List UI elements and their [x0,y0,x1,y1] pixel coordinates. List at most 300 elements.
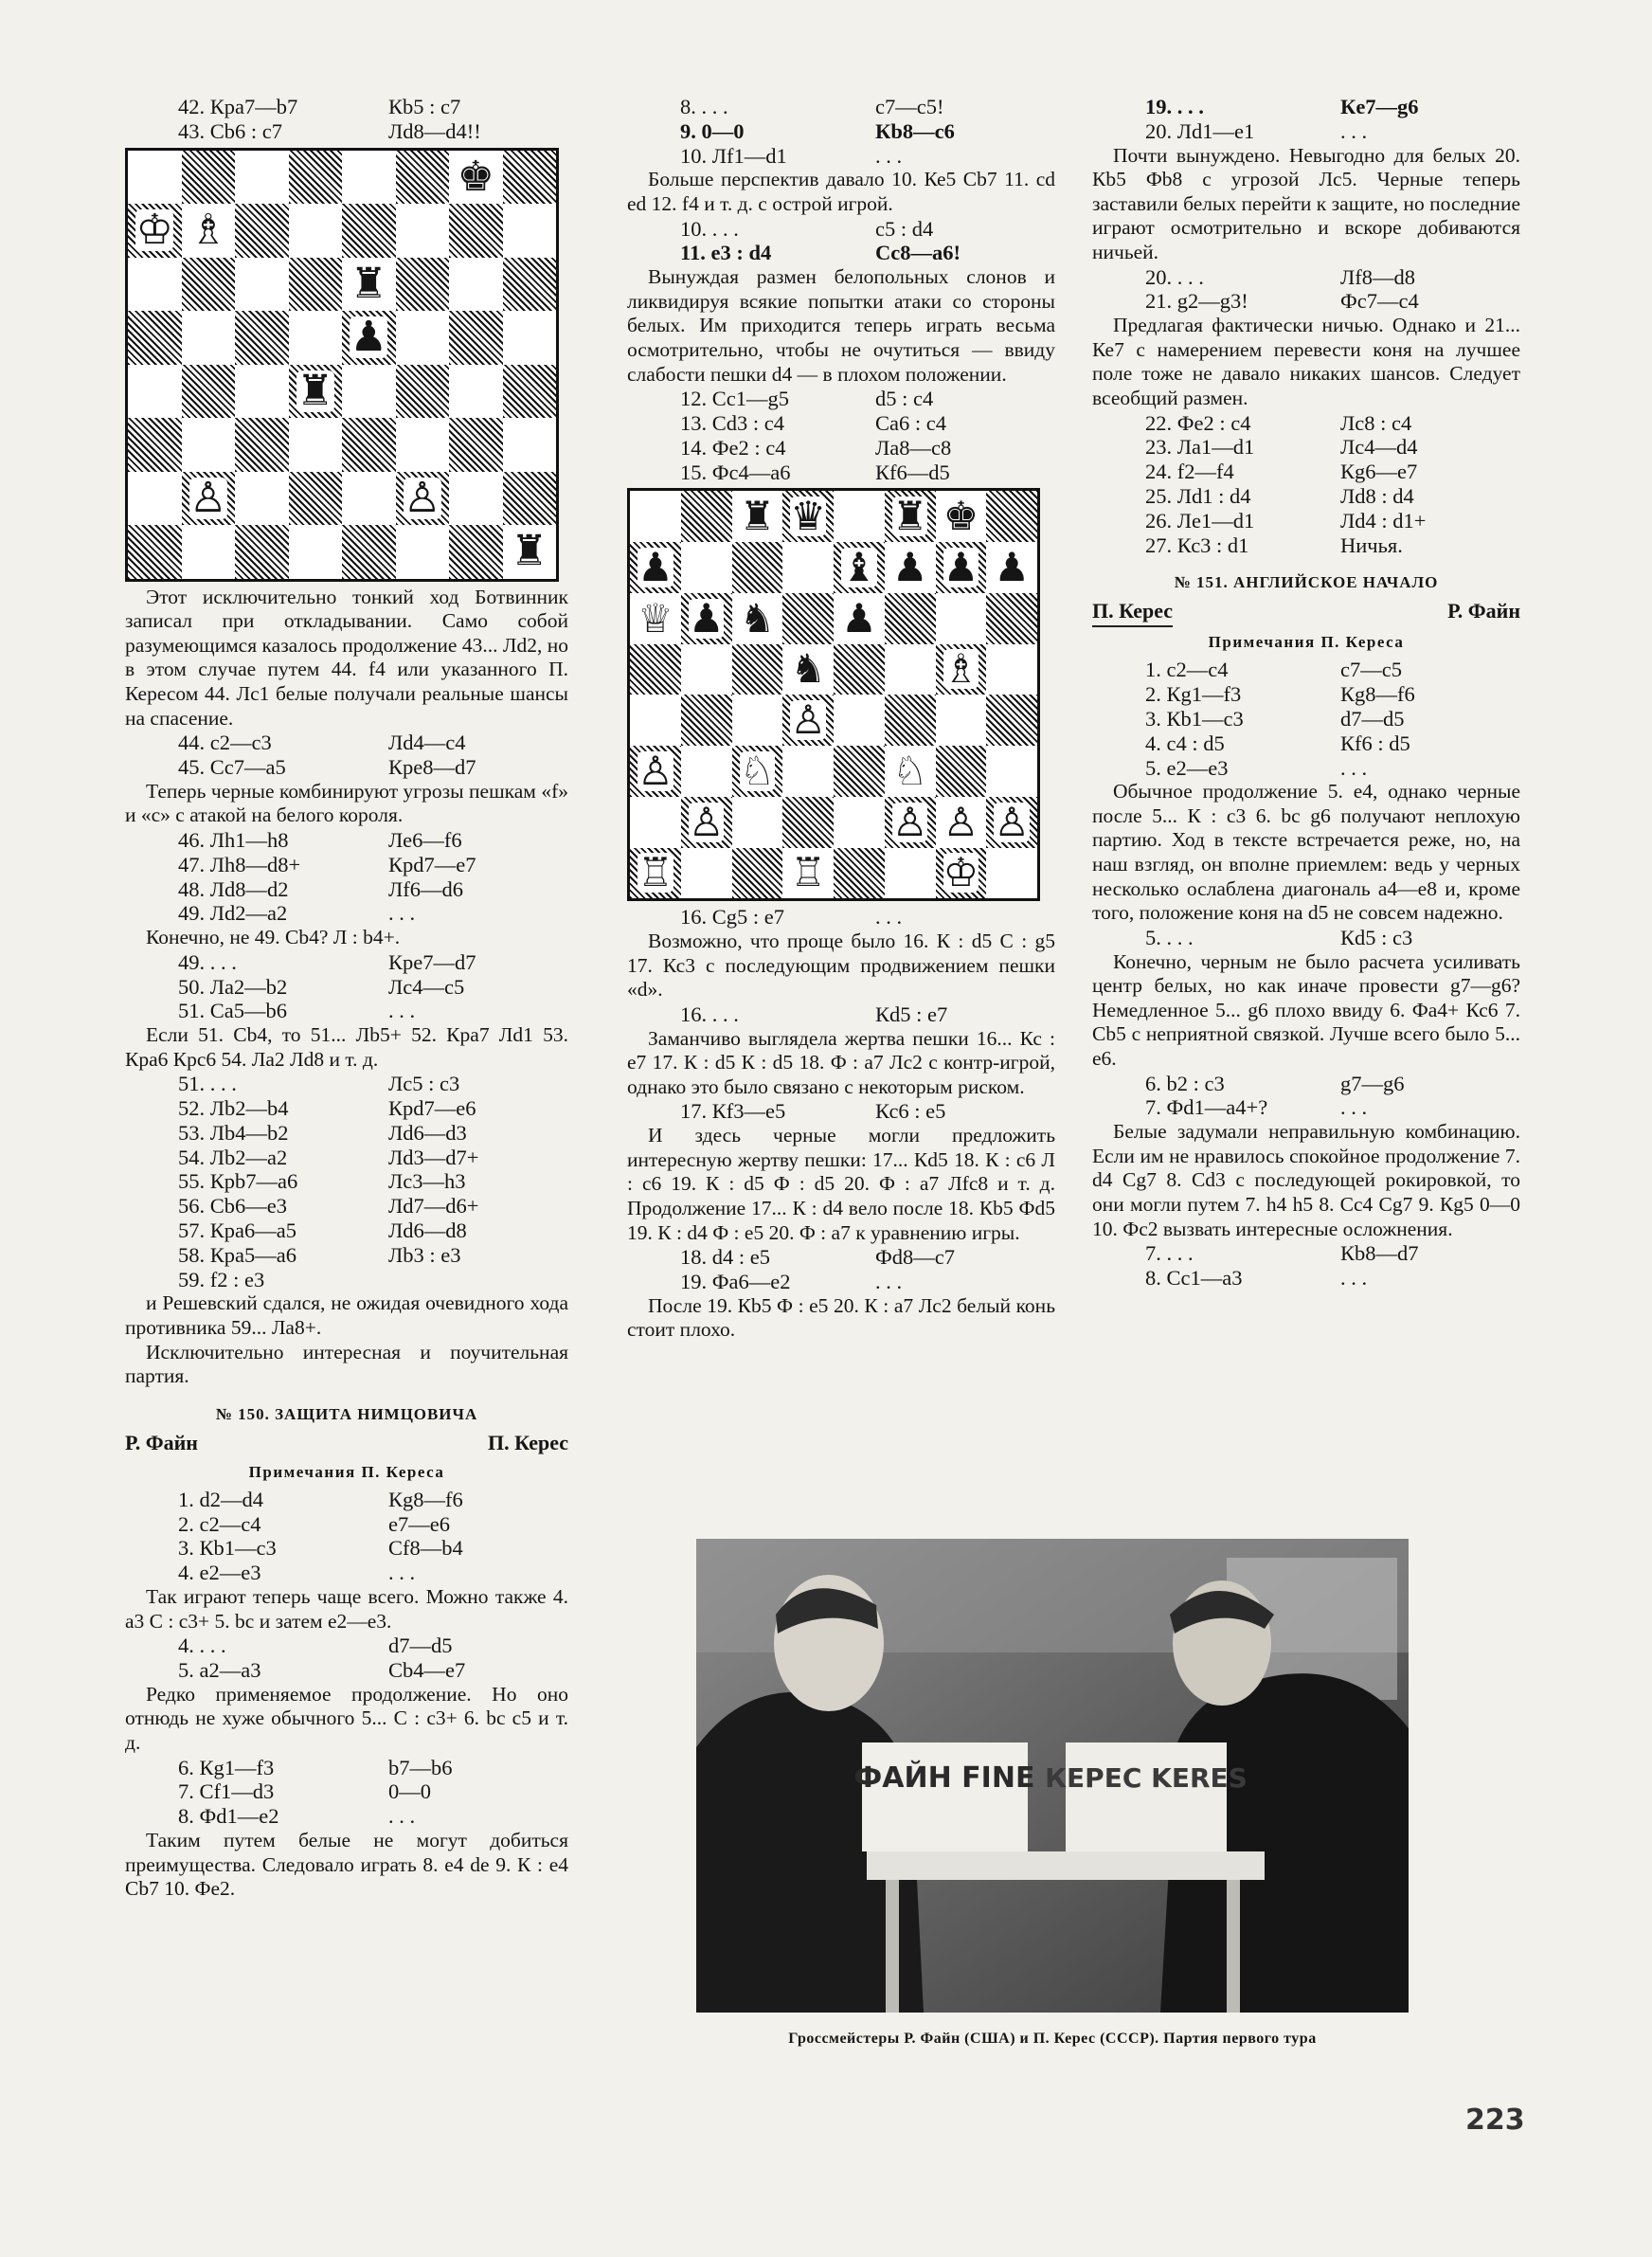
black-move: Лс4—d4 [1340,435,1418,460]
moves-block [1092,265,1520,315]
white-pawn-icon: ♙ [403,473,441,522]
black-move: . . . [388,1804,416,1829]
annotation: Таким путем белые не могут добиться преимущества. Следовало играть 8. e4 de 9. К : e4 Cb7 10. Фe2. [125,1828,568,1901]
board-square [834,848,885,899]
move-row [1092,411,1520,436]
annotation: Заманчиво выглядела жертва пешки 16... Кс : е7 17. К : d5 К : d5 18. Ф : a7 Лс2 с контр-игрой, однако это было связано с некоторым риском. [627,1026,1055,1098]
board-square [235,418,289,472]
moves-block [1092,411,1520,558]
annotation: Этот исключительно тонкий ход Ботвинник записал при откладывании. Само собой разумеющимся казалось продолжение 43... Лd2, но в этом случае путем 44. f4 или указанного П. Кересом 44. Лс1 белые получали реальные шансы на спасение. [125,585,568,730]
move-row [1092,460,1520,484]
black-move: . . . [875,1270,903,1294]
black-king-icon: ♚ [943,493,979,540]
board-square [681,644,732,695]
black-move: Лd6—d8 [388,1219,467,1243]
white-move: 16. . . . [680,1002,739,1026]
board-square [936,695,987,746]
move-row [125,1121,568,1146]
board-square [128,311,182,365]
white-move: 49. Лd2—a2 [178,901,288,926]
black-move: . . . [388,1561,416,1585]
move-row [125,877,568,902]
move-row [125,1561,568,1585]
photo-caption: Гроссмейстеры Р. Файн (США) и П. Керес (СССР). Партия первого тура [788,2031,1317,2047]
black-player: Р. Файн [1447,599,1520,623]
black-move: Кb8—d7 [1340,1241,1419,1266]
black-pawn-icon: ♟ [350,313,387,362]
black-move: Ничья. [1340,533,1403,557]
game-header: № 151. АНГЛИЙСКОЕ НАЧАЛО [1174,573,1439,592]
moves-block [1092,658,1520,780]
board-square [503,418,557,472]
annotation: После 19. Кb5 Ф : e5 20. К : a7 Лс2 белый конь стоит плохо. [627,1293,1055,1342]
white-move: 5. e2—e3 [1145,755,1229,780]
black-move: d7—d5 [388,1634,453,1658]
move-row [125,1658,568,1683]
move-row [125,1634,568,1658]
white-bishop-icon: ♗ [189,206,227,255]
white-knight-icon: ♘ [739,747,776,794]
annotation: и Решевский сдался, не ожидая очевидного хода противника 59... Ла8+. [125,1291,568,1340]
sign-right: КЕРЕС KERES [1045,1762,1248,1794]
moves-block [627,905,1055,930]
board-square [449,311,503,365]
white-move: 50. Ла2—b2 [178,974,288,999]
board-square [986,593,1037,644]
board-square [503,151,557,205]
board-square [986,746,1037,797]
black-move: . . . [875,143,903,168]
white-move: 9. 0—0 [680,118,745,143]
move-row [125,1756,568,1780]
board-square [235,204,289,258]
move-row [627,905,1055,930]
white-bishop-icon: ♗ [943,645,979,693]
white-move: 47. Лh8—d8+ [178,852,301,876]
board-square [449,365,503,419]
white-move: 14. Фе2 : c4 [680,435,786,460]
white-move: 4. c4 : d5 [1145,731,1225,755]
board-square [128,365,182,419]
white-move: 13. Cd3 : c4 [680,410,784,435]
move-row [125,1219,568,1243]
board-square [681,746,732,797]
white-pawn-icon: ♙ [994,798,1030,845]
board-square [396,258,450,312]
move-row [1092,926,1520,950]
black-rook-icon: ♜ [891,493,928,540]
black-move: Лd7—d6+ [388,1194,479,1219]
move-row [1092,289,1520,314]
move-row [627,144,1055,169]
board-square [396,151,450,205]
sign-left: ФАЙН FINE [853,1761,1035,1795]
black-king-icon: ♚ [457,152,494,201]
white-move: 58. Кра5—a6 [178,1242,296,1267]
board-square [235,311,289,365]
board-square [986,644,1037,695]
board-square [342,204,396,258]
black-move: Лс8 : c4 [1340,410,1412,435]
white-move: 56. Cb6—e3 [178,1194,287,1219]
board-square [342,525,396,579]
move-row [1092,435,1520,460]
white-move: 1. d2—d4 [178,1487,263,1511]
black-rook-icon: ♜ [296,366,334,415]
board-square [834,746,885,797]
board-square [289,204,343,258]
black-move: Cf8—b4 [388,1536,463,1561]
board-square [630,491,681,542]
white-move: 48. Лd8—d2 [178,876,289,901]
black-move: Лс3—h3 [388,1169,466,1194]
moves-block [125,1634,568,1683]
annotation: Возможно, что проще было 16. К : d5 С : g5 17. Кс3 с последующим продвижением пешки «d». [627,930,1055,1002]
players-photo [696,1539,1409,2013]
white-pawn-icon: ♙ [790,696,826,744]
black-move: Кd5 : e7 [875,1002,948,1026]
board-square [782,542,834,593]
move-row [1092,1095,1520,1120]
white-move: 19. . . . [1145,95,1204,118]
black-move: c5 : d4 [875,216,934,241]
white-move: 18. d4 : e5 [680,1245,770,1270]
move-row [125,1779,568,1804]
moves-block [627,95,1055,168]
white-move: 42. Кра7—b7 [178,95,298,118]
black-move: 0—0 [388,1779,431,1804]
board-square [936,593,987,644]
board-square [396,204,450,258]
board-square [503,204,557,258]
white-move: 53. Лb4—b2 [178,1120,289,1145]
board-square [396,365,450,419]
black-move: Лf8—d8 [1340,264,1416,289]
moves-block [627,1002,1055,1027]
board-square [182,258,236,312]
move-row [627,1002,1055,1027]
board-square [834,695,885,746]
black-move: Ле6—f6 [388,827,462,852]
black-pawn-icon: ♟ [891,543,928,590]
moves-block [125,1756,568,1829]
move-row [125,1268,568,1292]
move-row [1092,756,1520,781]
move-row [125,1146,568,1170]
board-square [235,525,289,579]
move-row [1092,1072,1520,1096]
white-queen-icon: ♕ [637,594,673,641]
board-square [289,151,343,205]
white-move: 23. Ла1—d1 [1145,435,1255,460]
board-square [289,258,343,312]
black-move: Кg6—e7 [1340,460,1418,484]
column-3 [1092,95,1520,1291]
board-square [936,746,987,797]
board-square [782,797,834,848]
move-row [1092,95,1520,119]
board-square [732,695,783,746]
moves-block [1092,926,1520,950]
black-move: Лd8 : d4 [1340,483,1414,508]
board-square [503,258,557,312]
move-row [627,387,1055,411]
white-move: 55. Кpb7—a6 [178,1169,298,1194]
black-pawn-icon: ♟ [841,594,877,641]
moves-block [627,1099,1055,1124]
black-move: Лf6—d6 [388,876,464,901]
black-move: Кf6 : d5 [1340,731,1410,755]
board-square [289,472,343,526]
move-row [1092,265,1520,290]
moves-block [627,387,1055,484]
white-pawn-icon: ♙ [891,798,928,845]
annotation: Больше перспектив давало 10. Ке5 Cb7 11. cd ed 12. f4 и т. д. с острой игрой. [627,168,1055,215]
black-move: d5 : c4 [875,387,934,411]
photo-illustration [696,1539,1409,2013]
white-move: 5. a2—a3 [178,1658,261,1683]
white-move: 27. Кс3 : d1 [1145,533,1249,557]
white-move: 17. Кf3—e5 [680,1099,786,1124]
board-square [503,472,557,526]
move-row [627,217,1055,242]
black-move: Фd8—c7 [875,1245,956,1270]
move-row [1092,658,1520,682]
page-number: 223 [1465,2104,1525,2137]
move-row [627,411,1055,436]
white-move: 8. Фd1—e2 [178,1804,279,1829]
white-move: 20. Лd1—e1 [1145,118,1255,143]
move-row [125,1243,568,1268]
white-move: 16. Cg5 : e7 [680,905,784,930]
white-pawn-icon: ♙ [637,747,673,794]
move-row [627,241,1055,265]
move-row [627,1099,1055,1124]
column-2 [627,95,1055,1343]
board-square [342,472,396,526]
black-rook-icon: ♜ [739,493,776,540]
black-move: Лd4 : d1+ [1340,508,1427,533]
move-row [627,436,1055,460]
board-square [986,491,1037,542]
annotation: Если 51. Cb4, то 51... Лb5+ 52. Кра7 Лd1 53. Кра6 Крс6 54. Ла2 Лd8 и т. д. [125,1023,568,1071]
board-square [235,258,289,312]
annotation: Исключительно интересная и поучительная партия. [125,1340,568,1388]
board-square [128,418,182,472]
board-square [342,151,396,205]
white-knight-icon: ♘ [891,747,928,794]
board-square [449,472,503,526]
move-row [1092,731,1520,756]
annotation: Теперь черные комбинируют угрозы пешкам «f» и «c» с атакой на белого короля. [125,779,568,827]
board-square [681,848,732,899]
black-rook-icon: ♜ [350,259,387,308]
black-pawn-icon: ♟ [994,543,1030,590]
moves-block [1092,95,1520,144]
white-move: 52. Лb2—b4 [178,1096,289,1121]
white-move: 8. Cc1—a3 [1145,1265,1243,1290]
black-queen-icon: ♛ [790,493,826,540]
move-row [125,95,568,119]
board-square [449,204,503,258]
black-move: . . . [1340,755,1368,780]
board-square [235,151,289,205]
black-move: Кре7—d7 [388,949,476,974]
board-square [128,258,182,312]
white-move: 25. Лd1 : d4 [1145,483,1251,508]
board-square [782,746,834,797]
board-square [128,472,182,526]
move-row [627,119,1055,144]
white-pawn-icon: ♙ [189,473,227,522]
moves-block [125,1488,568,1585]
move-row [1092,509,1520,533]
black-knight-icon: ♞ [790,645,826,693]
notes-author: Примечания П. Кереса [1208,633,1405,652]
board-square [396,311,450,365]
black-knight-icon: ♞ [739,594,776,641]
board-square [128,151,182,205]
move-row [125,1512,568,1537]
board-square [732,848,783,899]
white-pawn-icon: ♙ [943,798,979,845]
black-move: Cb4—e7 [388,1658,466,1683]
move-row [125,1194,568,1219]
white-player: Р. Файн [125,1430,198,1454]
board-square [503,365,557,419]
move-row [125,1804,568,1829]
board-square [449,525,503,579]
white-move: 54. Лb2—a2 [178,1145,288,1169]
white-move: 7. Фd1—a4+? [1145,1095,1268,1120]
move-row [125,1488,568,1512]
annotation: Вынуждая размен белопольных слонов и ликвидируя всякие попытки атаки со стороны белых. Им приходится теперь играть весьма осмотрительно, чтобы не очутиться — ввиду слабости пешки d4 — в плохом положении. [627,265,1055,386]
move-row [125,975,568,1000]
moves-block [125,731,568,780]
move-row [125,731,568,755]
notes-author: Примечания П. Кереса [248,1462,445,1481]
black-move: Ла8—c8 [875,435,952,460]
black-move: Кс6 : e5 [875,1099,946,1124]
board-square [182,365,236,419]
players [1092,597,1520,627]
move-row [125,1072,568,1096]
board-square [986,848,1037,899]
move-row [125,1536,568,1561]
white-move: 4. e2—e3 [178,1561,261,1585]
move-row [1092,682,1520,707]
black-move: Cc8—a6! [875,241,961,265]
black-move: c7—c5! [875,95,944,118]
annotation: И здесь черные могли предложить интересную жертву пешки: 17... Кd5 18. К : c6 Л : c6 19. К : d5 Ф : d5 20. Ф : a7 Лfc8 и т. д. Продолжение 17... К : d4 вело после 18. Кb5 Фd5 19. К : d4 Ф : e5 20. Ф : a7 к уравнению игры. [627,1124,1055,1244]
annotation: Почти вынуждено. Невыгодно для белых 20. Кb5 Фb8 с угрозой Лс5. Черные теперь заставили белых перейти к защите, но последние играют осмотрительно и вскоре добиваются ничьей. [1092,143,1520,263]
move-row [125,755,568,780]
board-square [885,593,936,644]
black-move: Кd5 : c3 [1340,925,1413,949]
white-move: 59. f2 : e3 [178,1267,265,1291]
white-move: 20. . . . [1145,264,1204,289]
move-row [1092,707,1520,731]
white-move: 5. . . . [1145,925,1194,949]
moves-block [125,1072,568,1291]
board-square [834,797,885,848]
board-square [396,418,450,472]
column-1 [125,95,568,1902]
board-square [449,418,503,472]
board-square [885,848,936,899]
white-move: 51. Са5—b6 [178,999,287,1023]
board-square [782,593,834,644]
move-row [1092,484,1520,509]
black-move: . . . [388,901,416,926]
board-square [182,525,236,579]
white-move: 43. Cb6 : c7 [178,118,282,143]
black-move: Лb3 : e3 [388,1242,461,1267]
white-move: 4. . . . [178,1634,226,1658]
black-move: . . . [875,905,903,930]
board-square [732,644,783,695]
moves-block [125,950,568,1023]
board-square [289,311,343,365]
white-move: 1. c2—c4 [1145,658,1229,682]
move-row [1092,533,1520,558]
white-move: 26. Лe1—d1 [1145,508,1255,533]
move-row [125,999,568,1023]
annotation: Конечно, черным не было расчета усиливать центр белых, но как иначе провести g7—g6? Немедленное 5... g6 плохо ввиду 6. Фа4+ Кс6 7. Cb5 с неприятной связкой. Лучше всего было 5... e6. [1092,949,1520,1071]
black-move: Лс4—c5 [388,974,465,999]
black-player: П. Керес [487,1430,568,1454]
board-square [630,644,681,695]
board-square [834,644,885,695]
white-king-icon: ♔ [943,849,979,896]
black-move: Лс5 : c3 [388,1072,460,1096]
black-move: Кf6—d5 [875,460,950,484]
white-move: 45. Cc7—a5 [178,754,286,779]
board-square [885,695,936,746]
move-row [627,460,1055,485]
annotation: Редко применяемое продолжение. Но оно отнюдь не хуже обычного 5... С : c3+ 6. bc c5 и т. д. [125,1682,568,1754]
black-move: Лd8—d4!! [388,118,481,143]
black-move: Ca6 : c4 [875,410,946,435]
black-pawn-icon: ♟ [637,543,673,590]
white-move: 22. Фе2 : c4 [1145,410,1251,435]
white-move: 3. Кb1—c3 [178,1536,277,1561]
board-square [732,797,783,848]
white-move: 10. . . . [680,216,739,241]
white-move: 51. . . . [178,1072,237,1096]
board-square [289,525,343,579]
moves-block [1092,1241,1520,1291]
white-player: П. Керес [1092,597,1173,627]
board-square [289,418,343,472]
black-move: Фс7—c4 [1340,289,1419,314]
black-move: g7—g6 [1340,1071,1405,1095]
black-move: Кре8—d7 [388,754,476,779]
board-square [885,644,936,695]
black-pawn-icon: ♟ [943,543,979,590]
players [125,1429,568,1457]
move-row [125,119,568,144]
white-move: 46. Лh1—h8 [178,827,289,852]
white-move: 2. Кg1—f3 [1145,682,1242,707]
black-move: Кpd7—e7 [388,852,476,876]
black-rook-icon: ♜ [510,527,548,576]
black-move: Лd3—d7+ [388,1145,479,1169]
black-move: . . . [1340,1095,1368,1120]
moves-block [627,1245,1055,1294]
white-move: 6. Кg1—f3 [178,1755,275,1779]
move-row [1092,119,1520,144]
